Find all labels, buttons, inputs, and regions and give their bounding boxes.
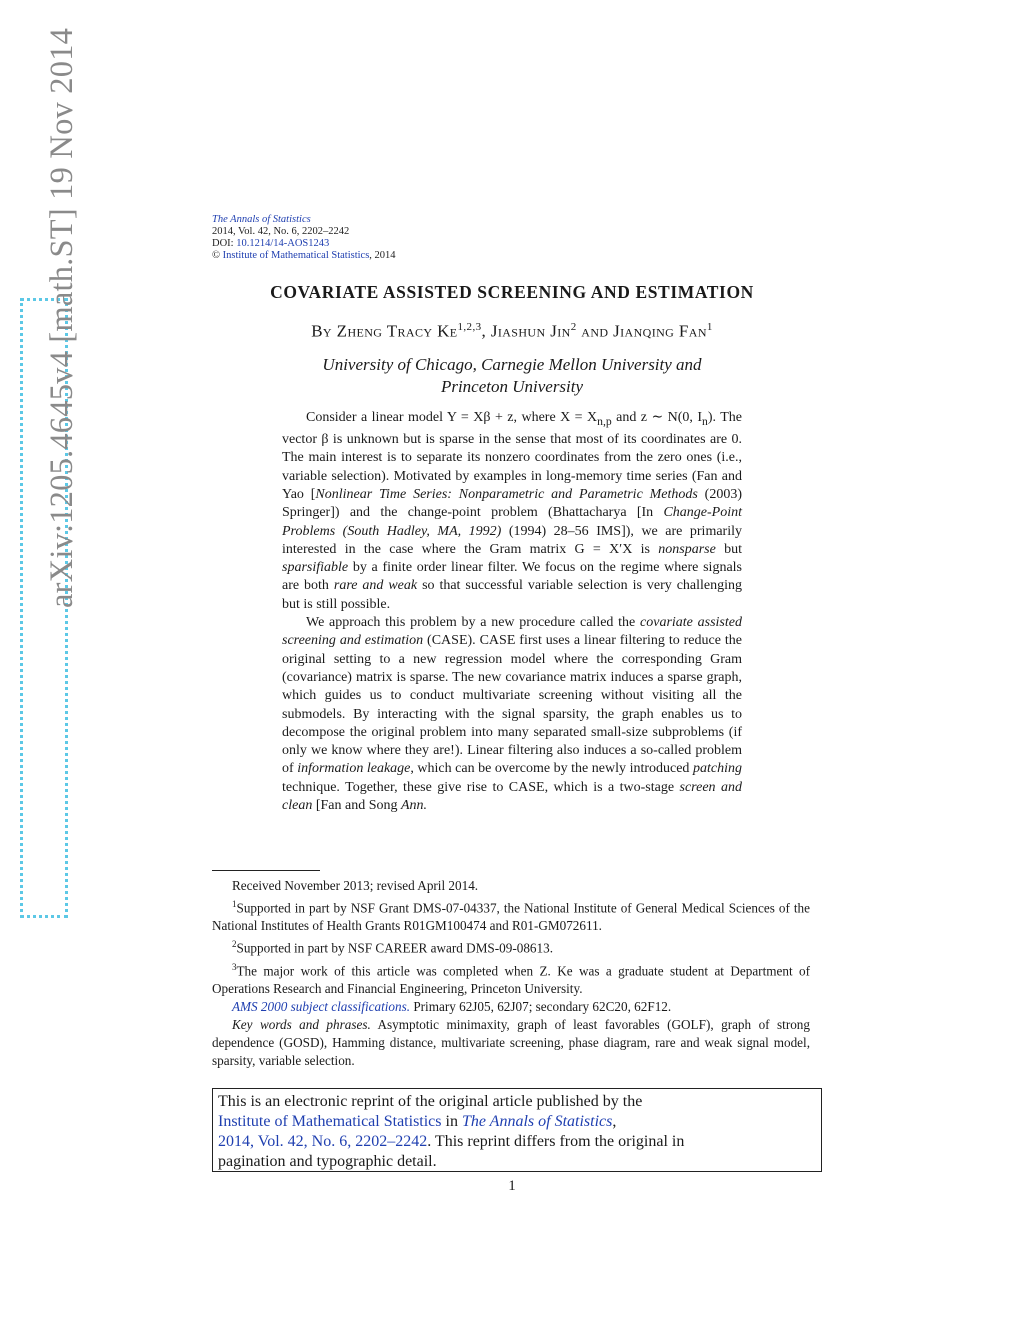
footnote-text: Supported in part by NSF CAREER award DMS-09-08613. [236,940,553,956]
ams-codes: Primary 62J05, 62J07; secondary 62C20, 62F12. [410,999,672,1015]
reprint-line-1: This is an electronic reprint of the original article published by the [218,1093,643,1110]
ams-classification-link[interactable]: AMS 2000 subject classifications. [232,999,411,1015]
journal-name[interactable]: The Annals of Statistics [212,214,311,225]
abstract-text: (2003) Springer]) and the change-point problem (Bhattacharya [In [282,486,742,521]
abstract-text: ). The vector β is unknown but is sparse in the sense that most of its coordinates are 0. The main interest is to separate its nonzero coordinates from the zero ones (i.e., variable selection). Motivated by examples in long-memory time series (Fan and Yao [ [282,410,742,502]
affiliation [0,354,1024,398]
arxiv-identifier[interactable]: arXiv:1205.4645v4 [math.ST] 19 Nov 2014 [44,27,80,608]
footnote-marker: 1 [232,899,237,909]
abstract-text: We approach this problem by a new procedure called the [306,615,641,631]
abstract-paragraph-1 [282,409,742,614]
abstract-text: by a finite order linear filter. We focus on the regime where signals are both [282,560,742,594]
page-number: 1 [508,1178,516,1194]
author-jin-affil: 2 [570,321,577,333]
citation-title: Change-Point Problems (South Hadley, MA, 1992) [282,505,742,539]
journal-copyright [212,250,396,262]
footnote-2 [212,935,810,957]
math-subscript: n [702,414,708,428]
reprint-text: . This reprint differs from the original in [427,1133,685,1150]
affiliation-line-2: Princeton University [440,377,584,396]
keywords-text: Asymptotic minimaxity, graph of least favorables (GOLF), graph of strong dependence (GOSD), Hamming distance, multivariate screening, phase diagram, rare and weak signal model, sparsity, variable selection. [212,1017,810,1069]
author-ke: Zheng Tracy Ke [336,321,458,341]
emphasis: screen and clean [282,779,742,814]
reprint-text: in [441,1113,462,1130]
citation-title: Ann. [401,798,428,814]
journal-link[interactable]: The Annals of Statistics [461,1113,613,1130]
received-dates: Received November 2013; revised April 2014. [232,878,479,893]
emphasis: nonsparse [658,541,716,557]
footnote-marker: 3 [232,961,237,972]
journal-volume: 2014, Vol. 42, No. 6, 2202–2242 [212,226,350,237]
footnote-text: The major work of this article was completed when Z. Ke was a graduate student at Department of Operations Research and Financial Engineering, Princeton University. [212,963,810,997]
ams-classification [212,998,810,1016]
reprint-line-4: pagination and typographic detail. [218,1153,437,1170]
ims-link[interactable]: Institute of Mathematical Statistics [218,1113,442,1130]
copyright-year: , 2014 [369,250,396,261]
keywords-label: Key words and phrases. [232,1017,371,1033]
author-fan-affil: 1 [706,321,713,333]
abstract-text: (CASE). CASE first uses a linear filtering to reduce the original setting to a new regression model where the corresponding Gram (covariance) matrix is sparse. The new covariance matrix induces a sparse graph, which guides us to conduct multivariate screening without visiting all the submodels. By interacting with the signal sparsity, the graph enables us to decompose the original problem into many separated small-size subproblems (if only we know where they are!). Linear filtering also induces a so-called problem of [282,633,742,777]
reprint-notice [212,1088,822,1172]
abstract-text: , which can be overcome by the newly introduced [410,761,693,777]
footnote-3 [212,958,810,998]
footnote-1 [212,895,810,935]
abstract-text: technique. Together, these give rise to CASE, which is a two-stage [282,779,680,795]
author-ke-affil: 1,2,3 [457,321,482,333]
citation-title: Nonlinear Time Series: Nonparametric and Parametric Methods [315,486,698,502]
reprint-line-3 [218,1132,816,1152]
author-jin: Jiashun Jin [490,321,571,341]
footnotes [212,877,810,1070]
footnote-text: Supported in part by NSF Grant DMS-07-04337, the National Institute of General Medical Sciences of the National Institutes of Health Grants R01GM100474 and R01-GM072611. [212,900,810,934]
author-prefix: By [311,321,337,341]
footnote-marker: 2 [232,939,237,950]
copyright-icon: © [212,250,220,261]
math-subscript: n,p [597,414,612,428]
abstract-text: [Fan and Song [312,798,401,814]
abstract-text: Consider a linear model Y = Xβ + z, where X = X [306,410,598,425]
abstract [282,409,742,815]
affiliation-line-1: University of Chicago, Carnegie Mellon University and [322,355,702,374]
author-separator: and [576,321,614,341]
abstract-text: (1994) 28–56 IMS]), we are primarily interested in the case where the Gram matrix G = X′X is [282,523,742,557]
doi-link[interactable]: 10.1214/14-AOS1243 [236,238,330,249]
emphasis: information leakage [297,761,411,777]
reprint-text: , [612,1113,617,1130]
author-separator: , [481,321,491,341]
emphasis: sparsifiable [282,560,349,576]
emphasis: patching [692,761,742,777]
volume-link[interactable]: 2014, Vol. 42, No. 6, 2202–2242 [218,1133,428,1150]
author-line [0,321,1024,342]
paper-title: COVARIATE ASSISTED SCREENING AND ESTIMATION [270,282,754,302]
footnote-divider [212,870,320,871]
abstract-text: so that successful variable selection is very challenging but is still possible. [282,578,743,612]
doi-label: DOI: [212,238,234,249]
abstract-paragraph-2 [282,614,742,815]
copyright-holder-link[interactable]: Institute of Mathematical Statistics [222,250,370,261]
emphasis: rare and weak [333,578,418,594]
journal-doi [212,238,396,250]
reprint-line-2 [218,1112,816,1132]
emphasis: covariate assisted screening and estimation [282,615,742,649]
keywords [212,1016,810,1070]
author-fan: Jianqing Fan [613,321,707,341]
journal-info [212,214,396,262]
abstract-text: and z ∼ N(0, I [611,410,703,425]
abstract-text: but [715,541,743,557]
